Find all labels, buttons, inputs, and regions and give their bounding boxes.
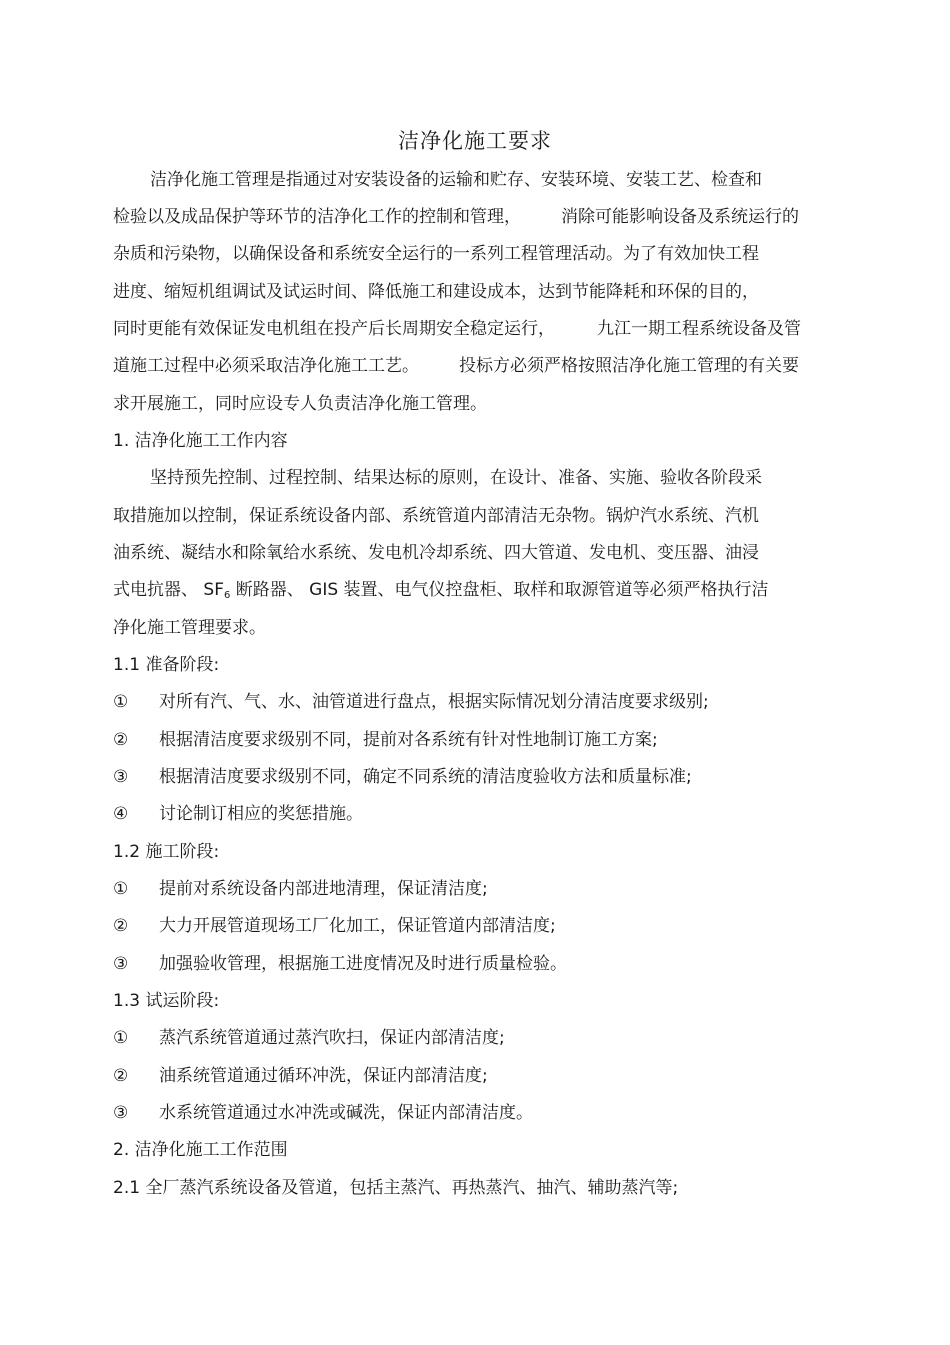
list-item	[113, 877, 488, 901]
intro-line-2-part-b: 消除可能影响设备及系统运行的	[561, 207, 799, 227]
intro-line-2-part-a: 检验以及成品保护等环节的洁净化工作的控制和管理，	[113, 207, 521, 227]
list-item	[113, 1026, 505, 1050]
list-marker: ③	[113, 1103, 129, 1123]
section-1-para-line-1: 坚持预先控制、过程控制、结果达标的原则，在设计、准备、实施、验收各阶段采	[150, 468, 762, 488]
intro-line-5-part-a: 同时更能有效保证发电机组在投产后长周期安全稳定运行，	[113, 319, 555, 339]
list-item-text: 大力开展管道现场工厂化加工，保证管道内部清洁度;	[159, 916, 556, 936]
list-item	[113, 728, 658, 752]
list-item-text: 加强验收管理，根据施工进度情况及时进行质量检验。	[159, 954, 567, 974]
list-marker: ④	[113, 804, 129, 824]
list-marker: ②	[113, 730, 129, 750]
list-item-text: 蒸汽系统管道通过蒸汽吹扫，保证内部清洁度;	[159, 1028, 505, 1048]
intro-line-1: 洁净化施工管理是指通过对安装设备的运输和贮存、安装环境、安装工艺、检查和	[150, 170, 762, 190]
section-2-1-line: 2.1 全厂蒸汽系统设备及管道，包括主蒸汽、再热蒸汽、抽汽、辅助蒸汽等;	[113, 1178, 679, 1198]
list-item-text: 讨论制订相应的奖惩措施。	[159, 804, 363, 824]
section-1-para-line-5: 净化施工管理要求。	[113, 618, 266, 638]
list-item-text: 根据清洁度要求级别不同，确定不同系统的清洁度验收方法和质量标准;	[159, 767, 692, 787]
intro-line-4: 进度、缩短机组调试及试运时间、降低施工和建设成本，达到节能降耗和环保的目的，	[113, 282, 759, 302]
intro-line-2	[113, 205, 799, 229]
list-item-text: 油系统管道通过循环冲洗，保证内部清洁度;	[159, 1066, 488, 1086]
list-item	[113, 690, 709, 714]
list-marker: ③	[113, 954, 129, 974]
list-item	[113, 952, 567, 976]
document-title: 洁净化施工要求	[398, 129, 552, 153]
intro-line-5	[113, 317, 801, 341]
section-2-heading: 2. 洁净化施工工作范围	[113, 1140, 288, 1160]
section-1-1-heading: 1.1 准备阶段:	[113, 655, 220, 675]
intro-line-5-part-b: 九江一期工程系统设备及管	[597, 319, 801, 339]
section-1-para-line-4	[113, 578, 769, 605]
list-item-text: 对所有汽、气、水、油管道进行盘点，根据实际情况划分清洁度要求级别;	[159, 692, 709, 712]
intro-line-3: 杂质和污染物，以确保设备和系统安全运行的一系列工程管理活动。为了有效加快工程	[113, 244, 759, 264]
list-item	[113, 1064, 488, 1088]
intro-line-6-part-a: 道施工过程中必须采取洁净化施工工艺。	[113, 356, 419, 376]
section-1-heading: 1. 洁净化施工工作内容	[113, 431, 288, 451]
sf6-subscript: 6	[223, 590, 231, 601]
intro-line-7: 求开展施工，同时应设专人负责洁净化施工管理。	[113, 394, 487, 414]
section-1-para-line-4-part-a: 式电抗器、 SF	[113, 580, 224, 600]
list-item	[113, 1101, 533, 1125]
list-marker: ①	[113, 1028, 129, 1048]
list-marker: ①	[113, 692, 129, 712]
section-1-para-line-4-part-b: 断路器、 GIS 装置、电气仪控盘柜、取样和取源管道等必须严格执行洁	[230, 580, 769, 600]
list-item	[113, 765, 692, 789]
section-1-2-heading: 1.2 施工阶段:	[113, 842, 220, 862]
list-item-text: 水系统管道通过水冲洗或碱洗，保证内部清洁度。	[159, 1103, 533, 1123]
list-item-text: 根据清洁度要求级别不同，提前对各系统有针对性地制订施工方案;	[159, 730, 658, 750]
section-1-para-line-2: 取措施加以控制，保证系统设备内部、系统管道内部清洁无杂物。锅炉汽水系统、汽机	[113, 506, 759, 526]
list-marker: ②	[113, 916, 129, 936]
intro-line-6	[113, 354, 799, 378]
list-marker: ②	[113, 1066, 129, 1086]
list-marker: ③	[113, 767, 129, 787]
list-marker: ①	[113, 879, 129, 899]
section-1-para-line-3: 油系统、凝结水和除氧给水系统、发电机冷却系统、四大管道、发电机、变压器、油浸	[113, 543, 759, 563]
list-item-text: 提前对系统设备内部进地清理，保证清洁度;	[159, 879, 488, 899]
list-item	[113, 802, 363, 826]
section-1-3-heading: 1.3 试运阶段:	[113, 991, 220, 1011]
list-item	[113, 914, 556, 938]
intro-line-6-part-b: 投标方必须严格按照洁净化施工管理的有关要	[459, 356, 799, 376]
